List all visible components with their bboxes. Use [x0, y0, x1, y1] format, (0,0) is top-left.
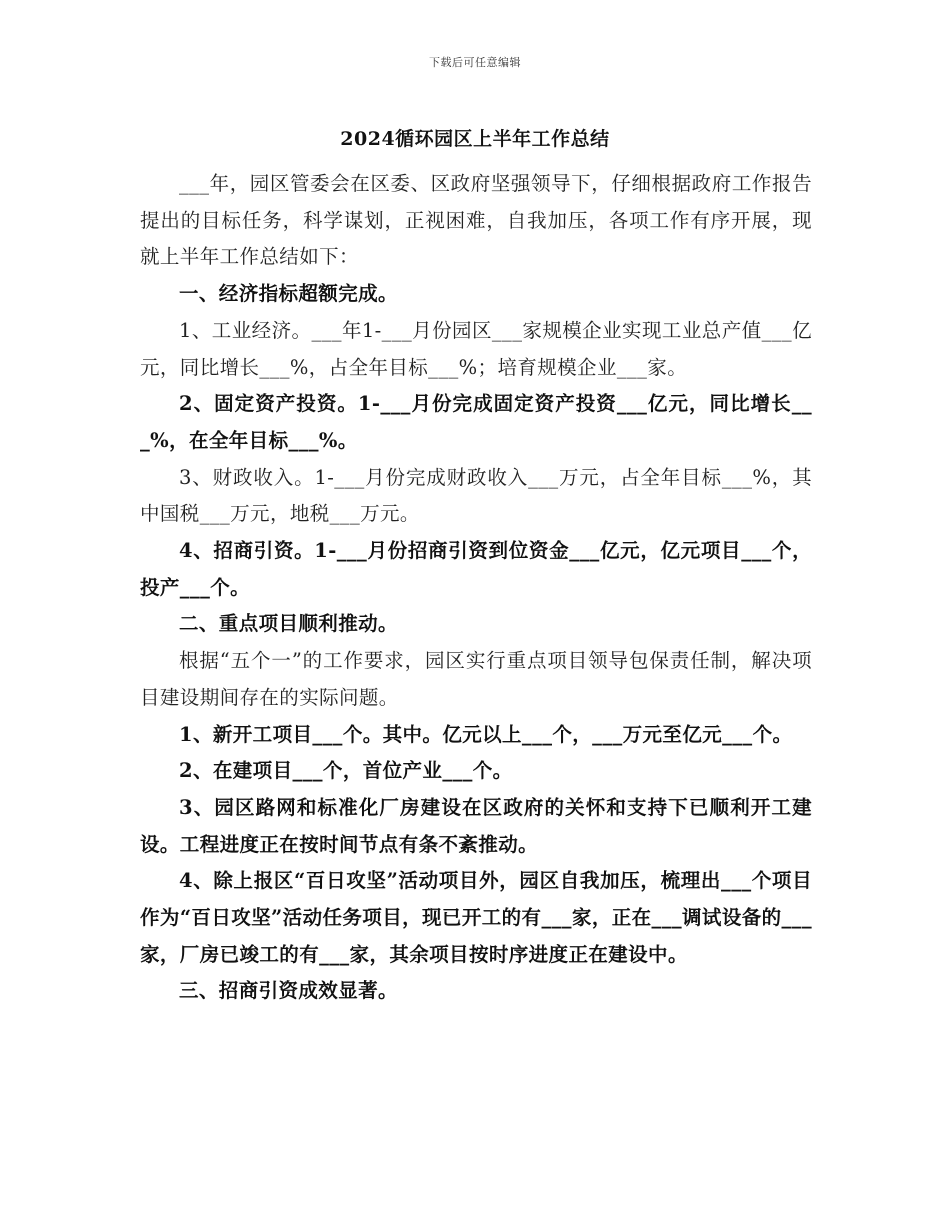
document-body	[140, 166, 812, 1010]
section-heading-economy: 一、经济指标超额完成。	[179, 282, 398, 306]
section-heading-investment-results: 三、招商引资成效显著。	[179, 979, 398, 1003]
paragraph-fiscal-revenue: 3、财政收入。1-___月份完成财政收入___万元，占全年目标___%，其中国税___万元，地税___万元。	[140, 465, 812, 526]
paragraph-fixed-asset-investment: 2、固定资产投资。1-___月份完成固定资产投资___亿元，同比增长___%，在全年目标___%。	[140, 392, 812, 452]
header-note: 下载后可任意编辑	[429, 56, 521, 69]
paragraph-hundred-day-campaign: 4、除上报区“百日攻坚”活动项目外，园区自我加压，梳理出___个项目作为“百日攻坚”活动任务项目，现已开工的有___家，正在___调试设备的___家，厂房已竣工的有___家，其余项目按时序进度正在建设中。	[140, 869, 812, 966]
paragraph-projects-under-construction: 2、在建项目___个，首位产业___个。	[179, 759, 513, 783]
paragraph-investment-attraction: 4、招商引资。1-___月份招商引资到位资金___亿元，亿元项目___个，投产___个。	[140, 539, 812, 599]
paragraph-road-network: 3、园区路网和标准化厂房建设在区政府的关怀和支持下已顺利开工建设。工程进度正在按时间节点有条不紊推动。	[140, 795, 812, 856]
document-title: 2024循环园区上半年工作总结	[340, 128, 610, 150]
paragraph-industrial-economy: 1、工业经济。___年1-___月份园区___家规模企业实现工业总产值___亿元，同比增长___%，占全年目标___%；培育规模企业___家。	[140, 318, 812, 379]
paragraph-new-projects: 1、新开工项目___个。其中。亿元以上___个，___万元至亿元___个。	[179, 722, 793, 746]
paragraph-key-projects-intro: 根据“五个一”的工作要求，园区实行重点项目领导包保责任制，解决项目建设期间存在的实际问题。	[140, 649, 812, 709]
paragraph-intro: ___年，园区管委会在区委、区政府坚强领导下，仔细根据政府工作报告提出的目标任务，科学谋划，正视困难，自我加压，各项工作有序开展，现就上半年工作总结如下：	[140, 172, 812, 269]
section-heading-key-projects: 二、重点项目顺利推动。	[179, 612, 398, 636]
